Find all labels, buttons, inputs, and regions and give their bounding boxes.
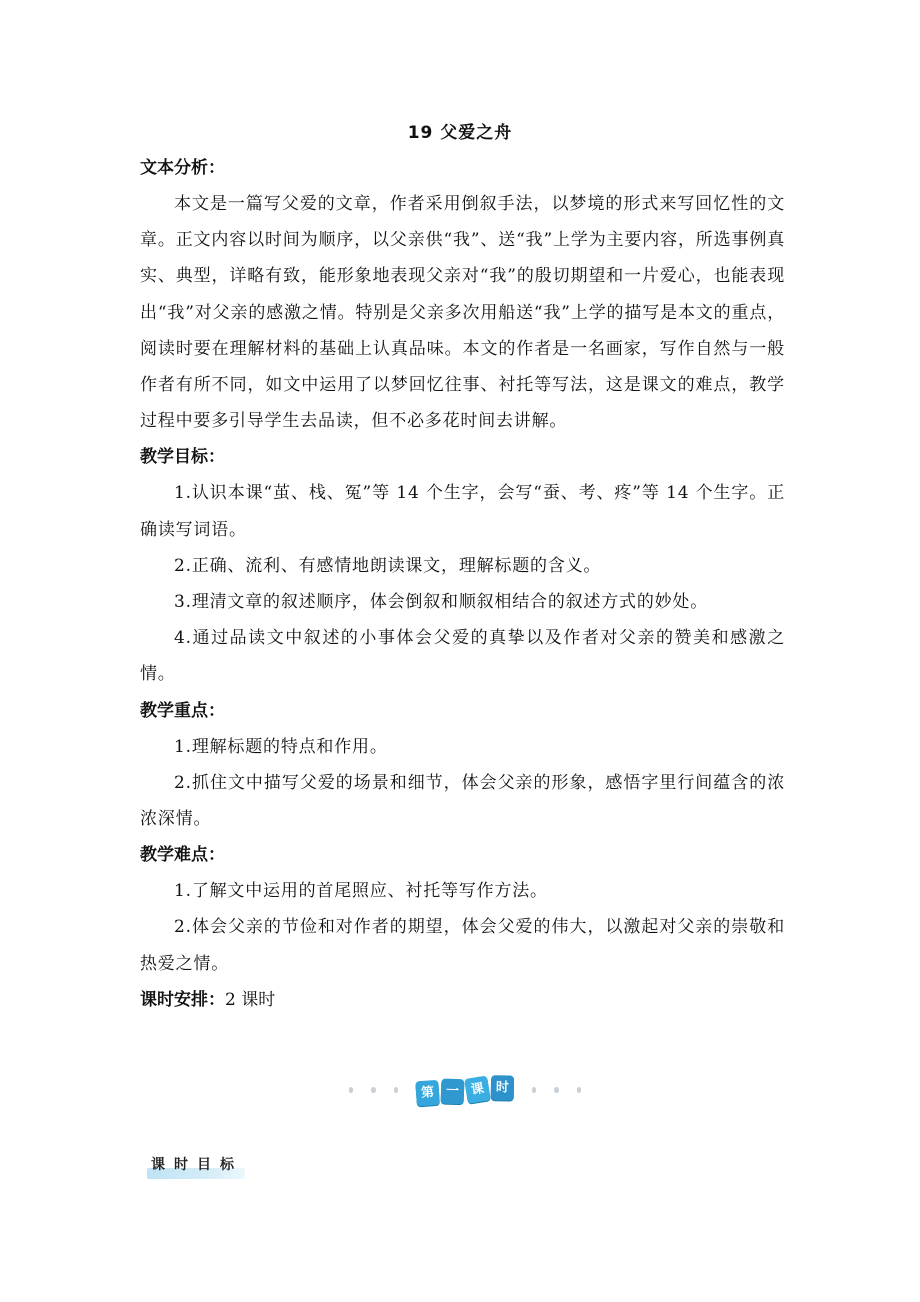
schedule-value: 2 课时 [225, 989, 276, 1010]
dot-icon [554, 1087, 558, 1093]
difficulty-item: 1.了解文中运用的首尾照应、衬托等写作方法。 [174, 881, 548, 902]
dot-icon [371, 1087, 375, 1093]
dot-icon [532, 1087, 536, 1093]
key-points-heading: 教学重点： [140, 700, 225, 721]
difficulty-item: 2.体会父亲的节俭和对作者的期望，体会父爱的伟大，以激起对父亲的崇敬和热爱之情。 [140, 917, 785, 974]
key-point-item: 1.理解标题的特点和作用。 [174, 736, 388, 757]
dot-icon [394, 1087, 398, 1093]
lesson-badge-char: 第 [415, 1079, 440, 1106]
schedule-line [140, 982, 785, 1018]
objective-item: 3.理清文章的叙述顺序，体会倒叙和顺叙相结合的叙述方式的妙处。 [174, 592, 709, 613]
lesson-badge-char: 时 [491, 1075, 514, 1100]
lesson-goal-tag [147, 1150, 245, 1180]
difficulties-heading: 教学难点： [140, 845, 225, 866]
lesson-badge-char: 一 [441, 1078, 465, 1104]
dot-icon [349, 1087, 353, 1093]
objective-item: 2.正确、流利、有感情地朗读课文，理解标题的含义。 [174, 555, 602, 576]
objective-item: 4.通过品读文中叙述的小事体会父爱的真挚以及作者对父亲的赞美和感激之情。 [140, 628, 785, 685]
dot-icon [577, 1087, 581, 1093]
analysis-paragraph: 本文是一篇写父爱的文章，作者采用倒叙手法，以梦境的形式来写回忆性的文章。正文内容以时间为顺序，以父亲供“我”、送“我”上学为主要内容，所选事例真实、典型，详略有致，能形象地表现父亲对“我”的殷切期望和一片爱心，也能表现出“我”对父亲的感激之情。特别是父亲多次用船送“我”上学的描写是本文的重点，阅读时要在理解材料的基础上认真品味。本文的作者是一名画家，写作自然与一般作者有所不同，如文中运用了以梦回忆往事、衬托等写法，这是课文的难点，教学过程中要多引导学生去品读，但不必多花时间去讲解。 [140, 194, 785, 432]
page-title: 19 父爱之舟 [407, 123, 513, 143]
document-body [140, 150, 785, 1018]
lesson-badge-char: 课 [464, 1075, 491, 1103]
objectives-heading: 教学目标： [140, 447, 225, 468]
lesson-goal-label: 课时目标 [151, 1157, 243, 1173]
key-point-item: 2.抓住文中描写父爱的场景和细节，体会父亲的形象，感悟字里行间蕴含的浓浓深情。 [140, 772, 785, 830]
analysis-heading: 文本分析： [140, 158, 225, 178]
lesson-banner [340, 1071, 590, 1109]
lesson-badge [414, 1074, 516, 1106]
schedule-label: 课时安排： [140, 989, 225, 1010]
objective-item: 1.认识本课“茧、栈、冤”等 14 个生字，会写“蚕、考、疼”等 14 个生字。正确读写词语。 [140, 483, 785, 540]
